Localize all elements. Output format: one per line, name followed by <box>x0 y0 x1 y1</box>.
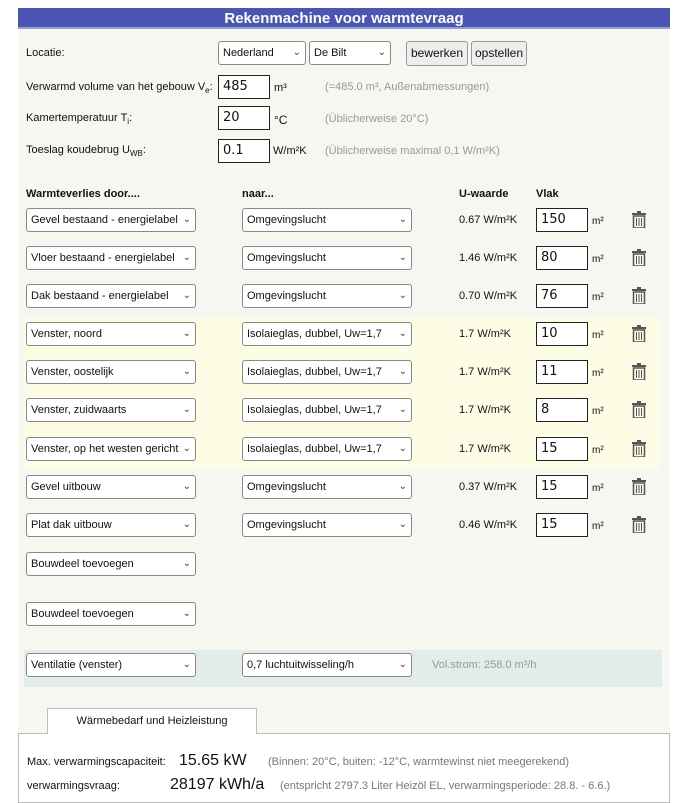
component-value: Gevel uitbouw <box>31 481 101 493</box>
header-element: Warmteverlies door.... <box>26 188 140 200</box>
boundary-select[interactable] <box>242 246 412 270</box>
chevron-down-icon: ⌄ <box>182 481 191 492</box>
chevron-down-icon: ⌄ <box>398 290 407 301</box>
demand-value: 28197 kWh/a <box>170 776 265 793</box>
component-value: Plat dak uitbouw <box>31 519 112 531</box>
trash-icon[interactable] <box>632 249 646 266</box>
component-value: Dak bestaand - energielabel <box>31 290 169 302</box>
area-input[interactable]: 10 <box>536 322 588 346</box>
u-value: 1.7 W/m²K <box>459 443 511 455</box>
area-unit: m² <box>592 330 604 341</box>
boundary-select[interactable] <box>242 208 412 232</box>
chevron-down-icon: ⌄ <box>182 366 191 377</box>
demand-label: verwarmingsvraag: <box>27 780 120 792</box>
capacity-label: Max. verwarmingscapaciteit: <box>27 756 166 768</box>
area-unit: m² <box>592 216 604 227</box>
ventilation-rate-select[interactable] <box>242 653 412 677</box>
chevron-down-icon: ⌄ <box>182 659 191 670</box>
trash-icon[interactable] <box>632 401 646 418</box>
boundary-value: Omgevingslucht <box>247 290 326 302</box>
chevron-down-icon: ⌄ <box>398 366 407 377</box>
component-select[interactable] <box>26 246 196 270</box>
boundary-value: Isolaieglas, dubbel, Uw=1,7 <box>247 404 382 416</box>
volume-input[interactable]: 485 <box>218 75 270 99</box>
header-area: Vlak <box>536 188 559 200</box>
area-input[interactable]: 15 <box>536 475 588 499</box>
area-unit: m² <box>592 292 604 303</box>
add-component-select[interactable] <box>26 552 196 576</box>
setup-button[interactable]: opstellen <box>471 41 527 66</box>
component-select[interactable] <box>26 284 196 308</box>
bridge-label: Toeslag koudebrug $U_{WB}$: <box>26 144 146 159</box>
area-input[interactable]: 8 <box>536 398 588 422</box>
area-unit: m² <box>592 483 604 494</box>
boundary-value: Omgevingslucht <box>247 252 326 264</box>
trash-icon[interactable] <box>632 516 646 533</box>
temp-label: Kamertemperatuur $T_i$: <box>26 112 133 127</box>
ventilation-rate-value: 0,7 luchtuitwisseling/h <box>247 659 355 671</box>
bridge-input[interactable]: 0.1 <box>218 139 270 163</box>
area-unit: m² <box>592 521 604 532</box>
boundary-select[interactable] <box>242 322 412 346</box>
country-select[interactable] <box>218 41 306 65</box>
component-value: Venster, noord <box>31 328 102 340</box>
chevron-down-icon: ⌄ <box>182 290 191 301</box>
component-value: Venster, op het westen gericht <box>31 443 179 455</box>
area-unit: m² <box>592 368 604 379</box>
chevron-down-icon: ⌄ <box>398 659 407 670</box>
chevron-down-icon: ⌄ <box>398 252 407 263</box>
chevron-down-icon: ⌄ <box>182 519 191 530</box>
chevron-down-icon: ⌄ <box>398 519 407 530</box>
boundary-select[interactable] <box>242 284 412 308</box>
chevron-down-icon: ⌄ <box>182 443 191 454</box>
u-value: 1.7 W/m²K <box>459 366 511 378</box>
capacity-note: (Binnen: 20°C, buiten: -12°C, warmtewinst niet meegerekend) <box>268 756 570 768</box>
component-select[interactable] <box>26 437 196 461</box>
add-component-select[interactable] <box>26 602 196 626</box>
chevron-down-icon: ⌄ <box>398 404 407 415</box>
boundary-select[interactable] <box>242 360 412 384</box>
chevron-down-icon: ⌄ <box>182 558 191 569</box>
chevron-down-icon: ⌄ <box>182 404 191 415</box>
volume-hint: (=485.0 m³, Außenabmessungen) <box>325 81 490 93</box>
boundary-value: Omgevingslucht <box>247 214 326 226</box>
chevron-down-icon: ⌄ <box>398 443 407 454</box>
component-value: Venster, zuidwaarts <box>31 404 127 416</box>
volume-label: Verwarmd volume van het gebouw $V_e$: <box>26 81 213 96</box>
ventilation-type-value: Ventilatie (venster) <box>31 659 123 671</box>
area-input[interactable]: 11 <box>536 360 588 384</box>
chevron-down-icon: ⌄ <box>182 252 191 263</box>
trash-icon[interactable] <box>632 211 646 228</box>
u-value: 0.37 W/m²K <box>459 481 518 493</box>
tab-heat-demand[interactable]: Wärmebedarf und Heizleistung <box>47 708 257 734</box>
area-input[interactable]: 150 <box>536 208 588 232</box>
area-input[interactable]: 80 <box>536 246 588 270</box>
boundary-select[interactable] <box>242 398 412 422</box>
trash-icon[interactable] <box>632 363 646 380</box>
header-u-value: U-waarde <box>459 188 509 200</box>
page-title: Rekenmachine voor warmtevraag <box>18 8 670 29</box>
demand-note: (entspricht 2797.3 Liter Heizöl EL, verwarmingsperiode: 28.8. - 6.6.) <box>280 780 611 792</box>
component-select[interactable] <box>26 398 196 422</box>
temp-hint: (Üblicherweise 20°C) <box>325 113 429 125</box>
boundary-value: Omgevingslucht <box>247 519 326 531</box>
component-select[interactable] <box>26 360 196 384</box>
component-select[interactable] <box>26 475 196 499</box>
trash-icon[interactable] <box>632 440 646 457</box>
trash-icon[interactable] <box>632 287 646 304</box>
component-select[interactable] <box>26 208 196 232</box>
add-component-label: Bouwdeel toevoegen <box>31 608 134 620</box>
chevron-down-icon: ⌄ <box>377 47 386 58</box>
country-value: Nederland <box>223 47 274 59</box>
u-value: 0.46 W/m²K <box>459 519 518 531</box>
chevron-down-icon: ⌄ <box>292 47 301 58</box>
volume-unit: m³ <box>274 82 287 94</box>
area-input[interactable]: 15 <box>536 437 588 461</box>
u-value: 1.7 W/m²K <box>459 328 511 340</box>
ventilation-type-select[interactable] <box>26 653 196 677</box>
component-select[interactable] <box>26 513 196 537</box>
chevron-down-icon: ⌄ <box>182 214 191 225</box>
capacity-value: 15.65 kW <box>179 752 247 769</box>
temp-input[interactable]: 20 <box>218 106 270 130</box>
u-value: 0.67 W/m²K <box>459 214 518 226</box>
chevron-down-icon: ⌄ <box>182 608 191 619</box>
area-unit: m² <box>592 254 604 265</box>
location-label: Locatie: <box>26 47 65 59</box>
boundary-value: Isolaieglas, dubbel, Uw=1,7 <box>247 328 382 340</box>
component-value: Gevel bestaand - energielabel <box>31 214 178 226</box>
chevron-down-icon: ⌄ <box>398 481 407 492</box>
boundary-value: Omgevingslucht <box>247 481 326 493</box>
boundary-value: Isolaieglas, dubbel, Uw=1,7 <box>247 443 382 455</box>
result-box <box>18 733 670 803</box>
edit-button[interactable]: bewerken <box>406 41 468 66</box>
header-to: naar... <box>242 188 274 200</box>
u-value: 1.46 W/m²K <box>459 252 518 264</box>
trash-icon[interactable] <box>632 325 646 342</box>
boundary-value: Isolaieglas, dubbel, Uw=1,7 <box>247 366 382 378</box>
chevron-down-icon: ⌄ <box>398 328 407 339</box>
trash-icon[interactable] <box>632 478 646 495</box>
component-value: Vloer bestaand - energielabel <box>31 252 175 264</box>
u-value: 0.70 W/m²K <box>459 290 518 302</box>
ventilation-flow: Vol.strom: 258.0 m³/h <box>432 659 537 671</box>
chevron-down-icon: ⌄ <box>398 214 407 225</box>
city-value: De Bilt <box>314 47 347 59</box>
area-unit: m² <box>592 445 604 456</box>
boundary-select[interactable] <box>242 475 412 499</box>
boundary-select[interactable] <box>242 437 412 461</box>
area-input[interactable]: 76 <box>536 284 588 308</box>
bridge-hint: (Üblicherweise maximal 0,1 W/m²K) <box>325 145 500 157</box>
boundary-select[interactable] <box>242 513 412 537</box>
area-input[interactable]: 15 <box>536 513 588 537</box>
u-value: 1.7 W/m²K <box>459 404 511 416</box>
component-value: Venster, oostelijk <box>31 366 114 378</box>
bridge-unit: W/m²K <box>273 145 307 157</box>
component-select[interactable] <box>26 322 196 346</box>
add-component-label: Bouwdeel toevoegen <box>31 558 134 570</box>
area-unit: m² <box>592 406 604 417</box>
temp-unit: °C <box>274 113 288 127</box>
city-select[interactable] <box>309 41 391 65</box>
chevron-down-icon: ⌄ <box>182 328 191 339</box>
